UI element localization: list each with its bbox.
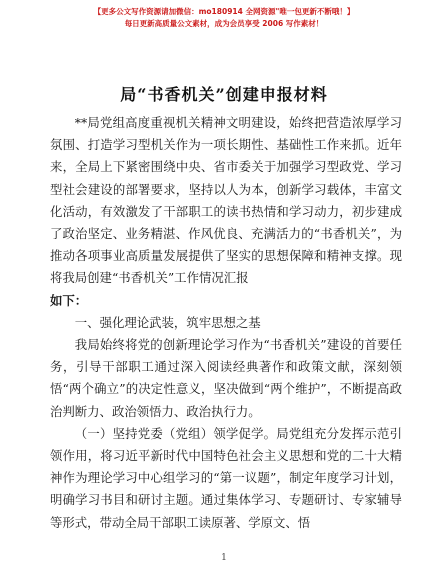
- promo-banner-line-1: 【更多公文写作资源请加微信：mo180914 全网资源"唯一包更新不断哦！】: [93, 7, 355, 16]
- promo-banner: [0, 6, 448, 30]
- page-number: 1: [221, 553, 227, 563]
- promo-banner-line-2: 每日更新高质量公文素材，成为会员享受 2006 写作素材！: [124, 19, 324, 28]
- section-heading-1: 一、强化理论武装，筑牢思想之基: [74, 314, 261, 330]
- document-title: 局“书香机关”创建申报材料: [120, 85, 328, 104]
- subsection-1-paragraph: （一）坚持党委（党组）领学促学。局党组充分发挥示范引领作用，将习近平新时代中国特色社会主义思想和党的二十大精神作为理论学习中心组学习的“第一议题”，制定年度学习计划，明确学习书目和研讨主题。通过集体学习、专题研讨、专家辅导等形式，带动全局干部职工读原著、学原文、悟: [50, 425, 402, 530]
- intro-paragraph: **局党组高度重视机关精神文明建设，始终把营造浓厚学习氛围、打造学习型机关作为一项长期性、基础性工作来抓。近年来，全局上下紧密围绕中央、省市委关于加强学习型政党、学习型社会建设的部署要求，坚持以人为本，创新学习载体，丰富文化活动，有效激发了干部职工的读书热情和学习动力，初步建成了政治坚定、业务精湛、作风优良、充满活力的“书香机关”，为推动各项事业高质量发展提供了坚实的思想保障和精神支撑。现将我局创建“书香机关”工作情况汇报: [50, 115, 402, 286]
- section-1-paragraph: 我局始终将党的创新理论学习作为“书香机关”建设的首要任务，引导干部职工通过深入阅读经典著作和政策文献，深刻领悟“两个确立”的决定性意义，坚决做到“两个维护”，不断提高政治判断力、政治领悟力、政治执行力。: [50, 337, 402, 419]
- document-body: [50, 112, 402, 534]
- intro-paragraph-tail: 如下：: [50, 292, 88, 308]
